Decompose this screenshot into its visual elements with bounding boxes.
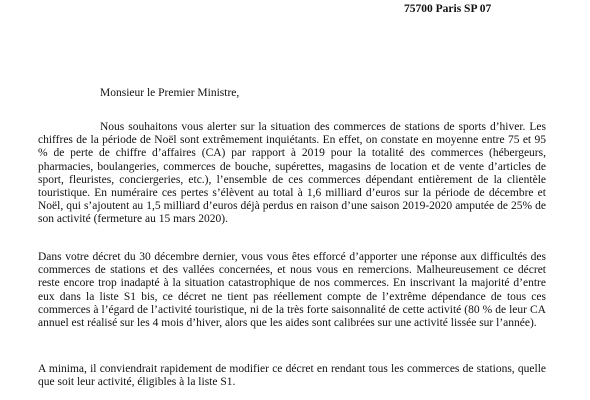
paragraph-3: A minima, il conviendrait rapidement de modifier ce décret en rendant tous les commerces de stations, quelle que soit leur activité, éligibles à la liste S1. bbox=[38, 363, 546, 389]
recipient-address: 75700 Paris SP 07 bbox=[404, 3, 492, 15]
paragraph-1-block bbox=[38, 121, 546, 227]
salutation: Monsieur le Premier Ministre, bbox=[100, 87, 240, 99]
paragraph-3-block bbox=[38, 363, 546, 389]
paragraph-2-block bbox=[38, 251, 546, 330]
paragraph-2: Dans votre décret du 30 décembre dernier, vous vous êtes efforcé d’apporter une réponse aux difficultés des commerces de stations et des vallées concernées, et nous vous en remercions. Malheureusement ce décret reste encore trop inadapté à la situation catastrophique de nos commerces. En inscrivant la majorité d’entre eux dans la liste S1 bis, ce décret ne tient pas réellement compte de l’extrême dépendance de tous ces commerces à l’égard de l’activité touristique, ni de la très forte saisonnalité de cette activité (80 % de leur CA annuel est réalisé sur les 4 mois d’hiver, alors que les aides sont calibrées sur une activité lissée sur l’année). bbox=[38, 251, 546, 330]
paragraph-1: Nous souhaitons vous alerter sur la situation des commerces de stations de sports d’hiver. Les chiffres de la période de Noël sont extrêmement inquiétants. En effet, on constate en moyenne entre 75 et 95 % de perte de chiffre d’affaires (CA) par rapport à 2019 pour la totalité des commerces (hébergeurs, pharmacies, boulangeries, commerces de bouche, supérettes, magasins de location et de vente d’articles de sport, fleuristes, conciergeries, etc.), l’ensemble de ces commerces dépendant entièrement de la clientèle touristique. En numéraire ces pertes s’élèvent au total à 1,6 milliard d’euros sur la période de décembre et Noël, qui s’ajoutent au 1,5 milliard d’euros déjà perdus en raison d’une saison 2019-2020 amputée de 25% de son activité (fermeture au 15 mars 2020). bbox=[38, 121, 546, 226]
